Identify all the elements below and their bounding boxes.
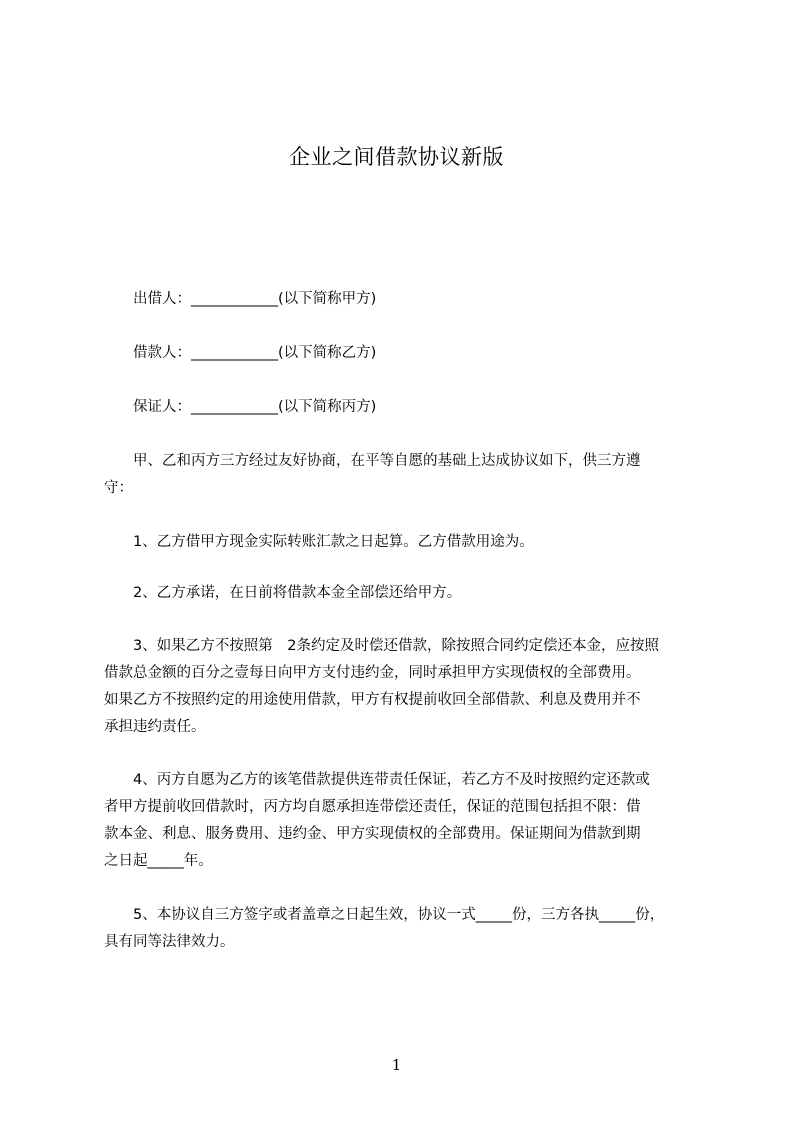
intro-paragraph-line: 甲、乙和丙方三方经过友好协商，在平等自愿的基础上达成协议如下，供三方遵 [104,453,641,469]
page-number: 1 [391,1056,402,1074]
clause-4-line: 者甲方提前收回借款时，丙方均自愿承担连带偿还责任，保证的范围包括担不限：借 [104,799,641,815]
clause-3-line: 如果乙方不按照约定的用途使用借款，甲方有权提前收回全部借款、利息及费用并不 [104,692,641,708]
clause-4-line: 4、丙方自愿为乙方的该笔借款提供连带责任保证，若乙方不及时按照约定还款或 [104,772,650,788]
clause-5-line: 具有同等法律效力。 [104,934,235,950]
clause-1-line: 1、乙方借甲方现金实际转账汇款之日起算。乙方借款用途为。 [104,534,534,550]
clause-3-line: 借款总金额的百分之壹每日向甲方支付违约金，同时承担甲方实现债权的全部费用。 [104,665,641,681]
intro-paragraph-line: 守： [104,480,133,496]
clause-2-line: 2、乙方承诺，在日前将借款本金全部偿还给甲方。 [104,585,462,601]
document-title: 企业之间借款协议新版 [289,145,504,169]
clause-3-line: 承担违约责任。 [104,719,206,735]
clause-4-line: 之日起_____年。 [104,853,213,869]
guarantor-line: 保证人：____________(以下简称丙方) [104,399,377,415]
clause-5-line: 5、本协议自三方签字或者盖章之日起生效，协议一式_____份，三方各执_____份， [104,907,665,923]
clause-4-line: 款本金、利息、服务费用、违约金、甲方实现债权的全部费用。保证期间为借款到期 [104,826,641,842]
clause-3-line: 3、如果乙方不按照第 2条约定及时偿还借款，除按照合同约定偿还本金，应按照 [104,638,659,654]
borrower-line: 借款人：____________(以下简称乙方) [104,345,377,361]
lender-line: 出借人：____________(以下简称甲方) [104,291,377,307]
